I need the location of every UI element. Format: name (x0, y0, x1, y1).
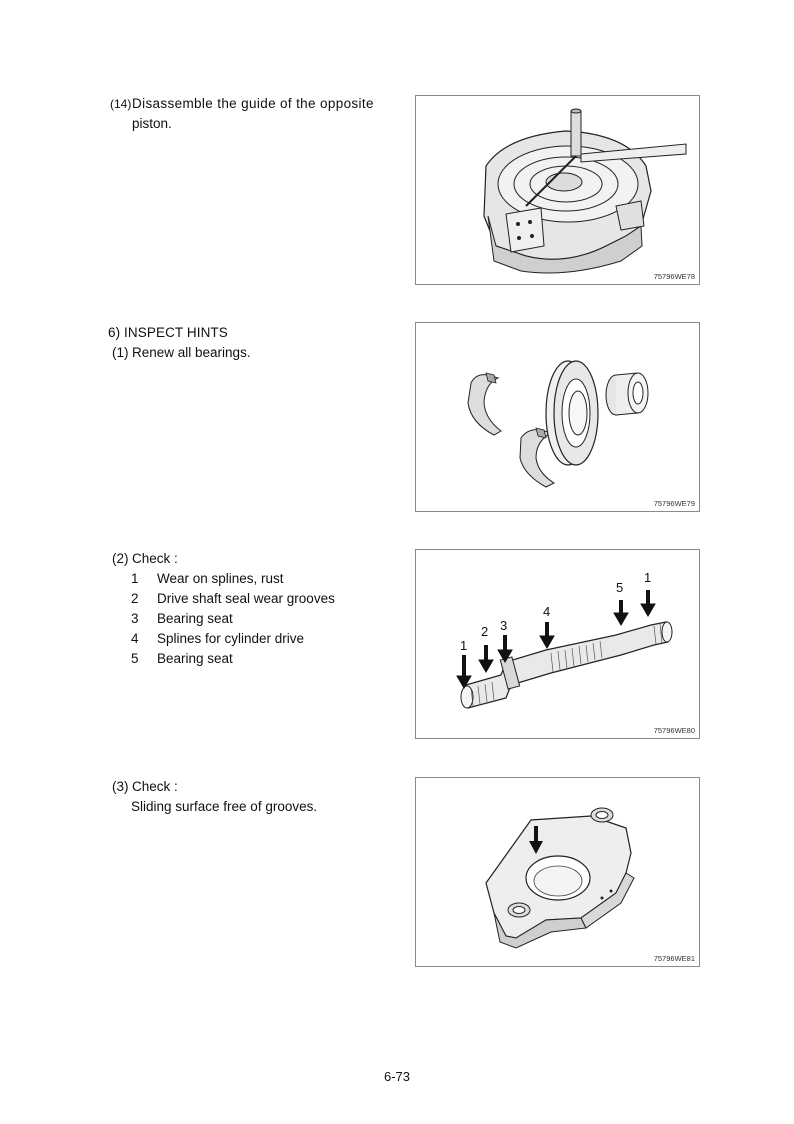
check-label: Check : (132, 779, 178, 794)
callout-label: 2 (481, 624, 489, 639)
callout-label: 1 (460, 638, 468, 653)
step-14-text (110, 94, 385, 134)
step-number: (14) (110, 97, 132, 111)
item-text: Renew all bearings. (132, 345, 251, 360)
figure-code: 75796WE80 (653, 726, 695, 735)
drive-shaft-illustration (416, 550, 699, 738)
callout-label: 3 (500, 618, 508, 633)
check-list-item: 4 Splines for cylinder drive (131, 631, 305, 646)
check-3-header (112, 777, 178, 797)
step-line-1: Disassemble the guide of the opposite (132, 96, 374, 111)
callout-label: 1 (644, 570, 652, 585)
piston-guide-illustration (416, 96, 699, 284)
check-number: (2) (112, 551, 129, 566)
callout-label: 5 (616, 580, 624, 595)
figure-code: 75796WE81 (653, 954, 695, 963)
page-number: 6-73 (383, 1069, 411, 1084)
guide-plate-illustration (416, 778, 699, 966)
check-list-item: 2 Drive shaft seal wear grooves (131, 591, 335, 606)
bearings-illustration (416, 323, 699, 511)
check-list-item: 1 Wear on splines, rust (131, 571, 284, 586)
figure-sliding-surface (415, 777, 700, 967)
check-3-text: Sliding surface free of grooves. (131, 799, 318, 814)
figure-bearings (415, 322, 700, 512)
figure-drive-shaft (415, 549, 700, 739)
check-2-header (112, 549, 178, 569)
check-list-item: 3 Bearing seat (131, 611, 233, 626)
figure-piston-guide (415, 95, 700, 285)
figure-code: 75796WE79 (653, 499, 695, 508)
inspect-item-1 (112, 343, 251, 363)
callout-label: 4 (543, 604, 551, 619)
item-number: (1) (112, 345, 129, 360)
check-list-item: 5 Bearing seat (131, 651, 233, 666)
figure-code: 75796WE78 (653, 272, 695, 281)
step-line-2: piston. (132, 116, 172, 131)
check-label: Check : (132, 551, 178, 566)
section-heading: 6) INSPECT HINTS (108, 325, 228, 340)
check-number: (3) (112, 779, 129, 794)
